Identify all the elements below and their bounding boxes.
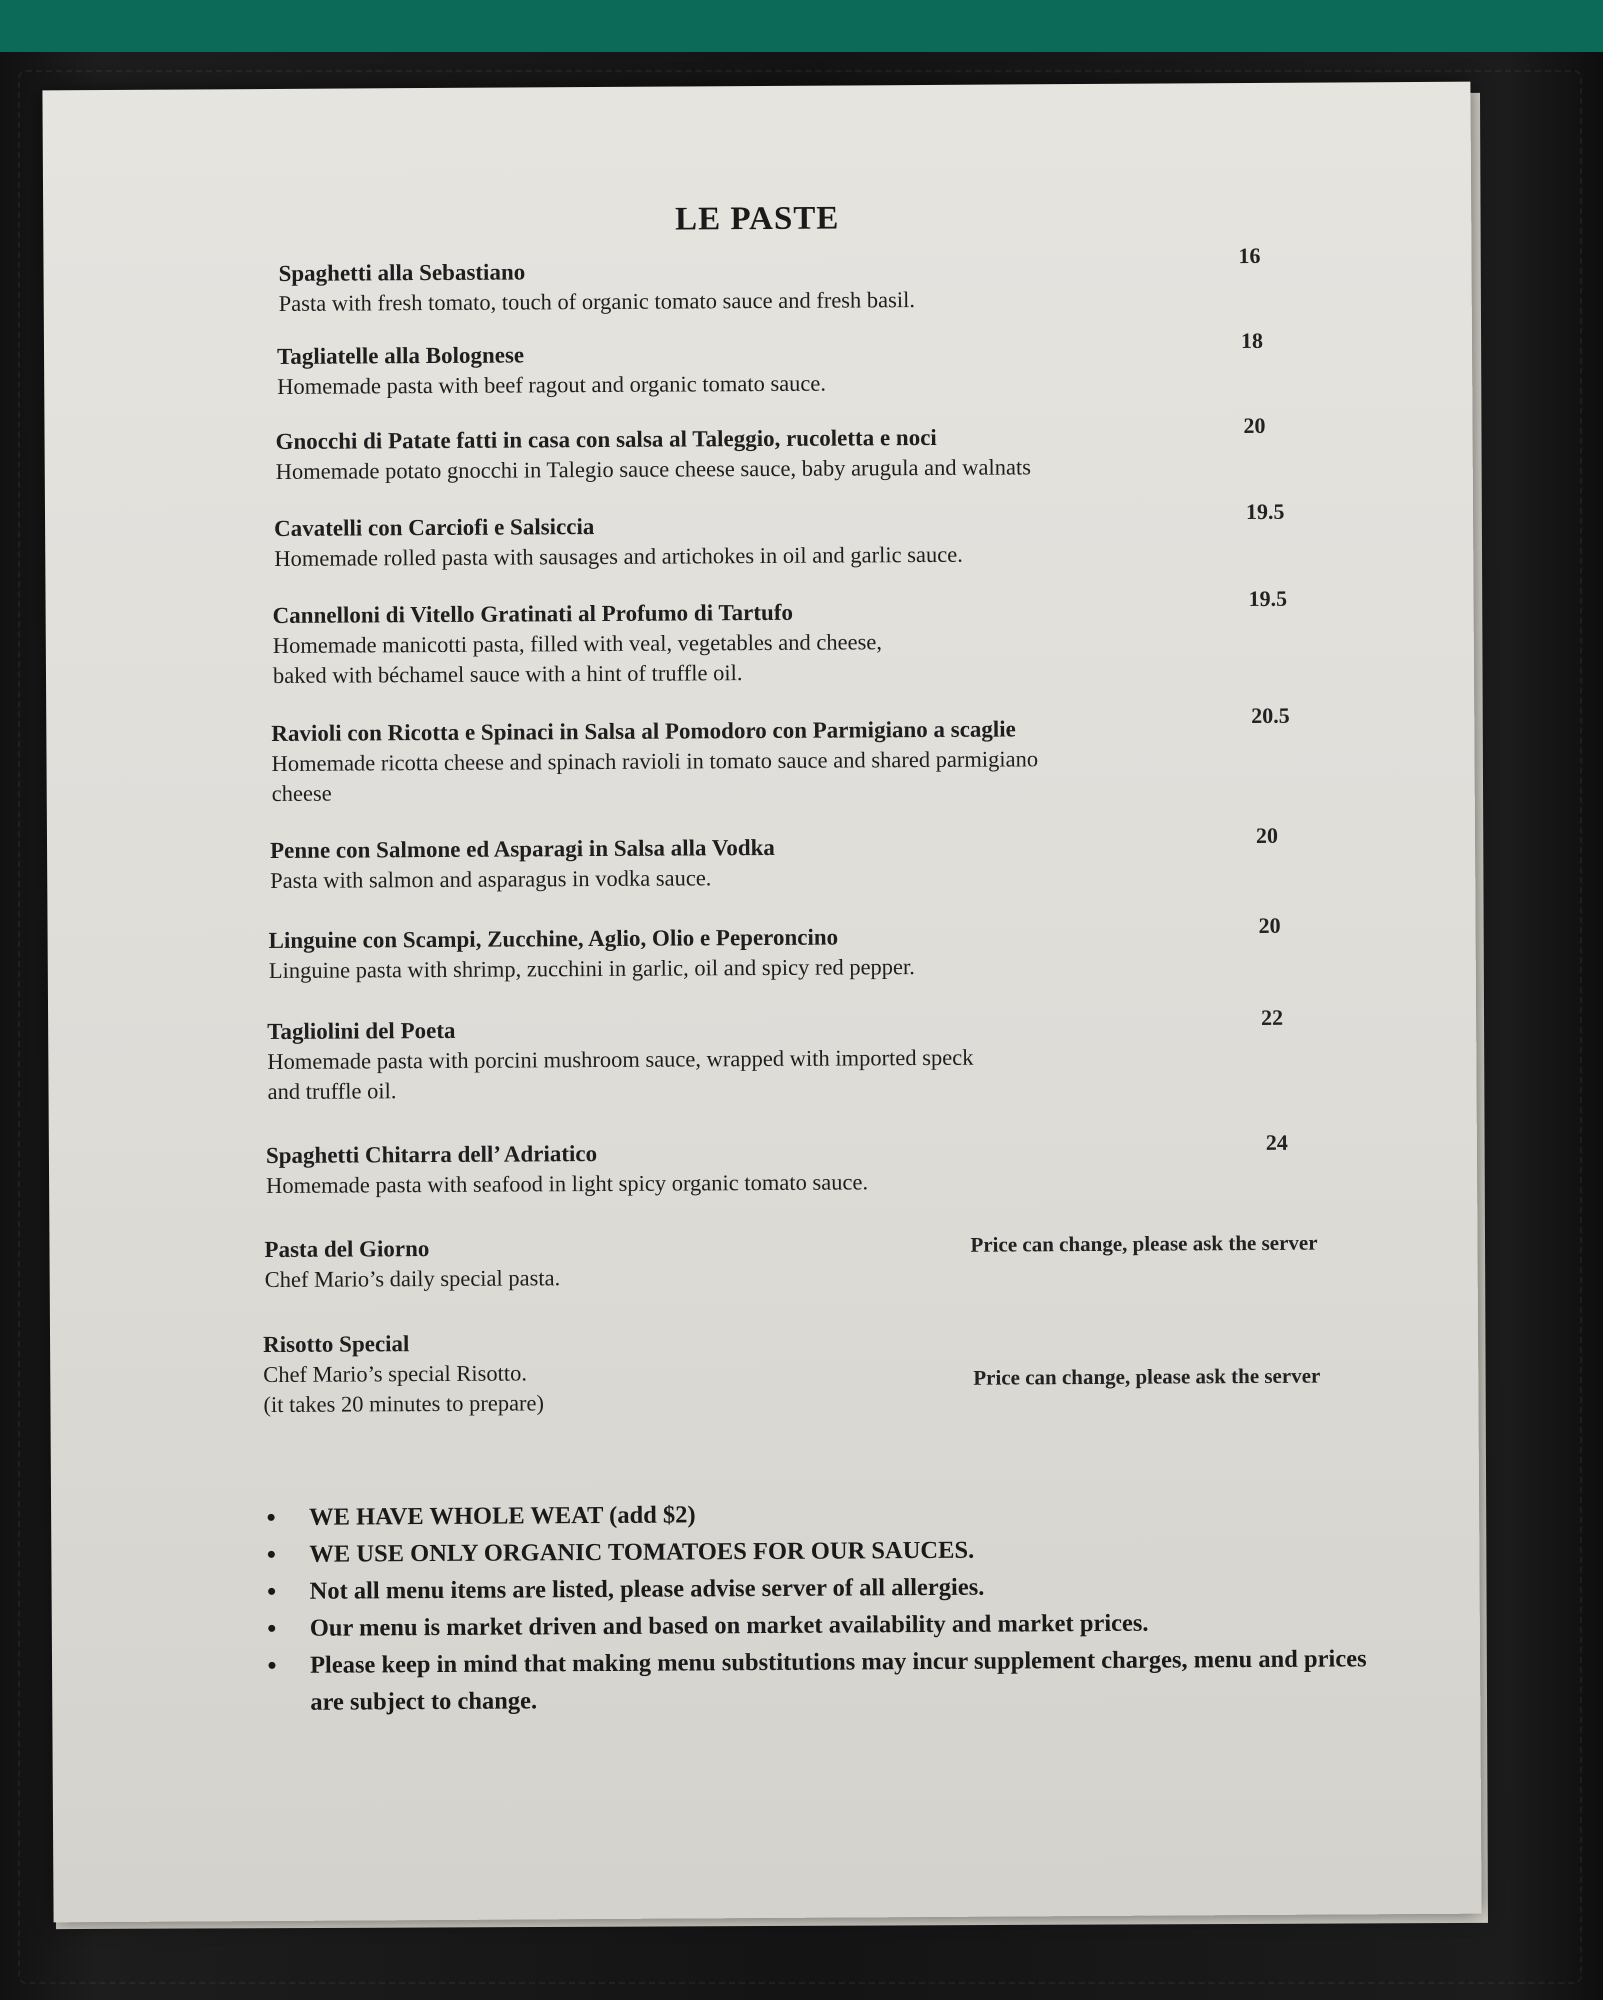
item-name: Linguine con Scampi, Zucchine, Aglio, Olio e Peperoncino <box>268 924 839 954</box>
item-description: Linguine pasta with shrimp, zucchini in garlic, oil and spicy red pepper. <box>268 954 915 984</box>
item-description: Pasta with salmon and asparagus in vodka sauce. <box>270 865 712 894</box>
item-name: Cannelloni di Vitello Gratinati al Profumo di Tartufo <box>272 599 794 628</box>
menu-item <box>267 1010 1418 1107</box>
item-price: 20 <box>1258 912 1281 938</box>
item-name: Gnocchi di Patate fatti in casa con salsa al Taleggio, rucoletta e noci <box>275 424 937 454</box>
item-name: Penne con Salmone ed Asparagi in Salsa alla Vodka <box>269 834 775 864</box>
item-price: 16 <box>1238 242 1261 269</box>
item-name: Spaghetti alla Sebastiano <box>278 259 526 286</box>
item-description: Homemade pasta with beef ragout and organic tomato sauce. <box>277 370 827 399</box>
bullet-icon: • <box>266 1539 277 1570</box>
item-name: Ravioli con Ricotta e Spinaci in Salsa al Pomodoro con Parmigiano a scaglie <box>271 716 1016 746</box>
menu-item <box>270 829 1420 896</box>
item-price: 20 <box>1243 412 1266 439</box>
note-item <box>252 1640 1402 1721</box>
item-description: Homemade manicotti pasta, filled with veal, vegetables and cheese, baked with béchamel sauce with a hint of truffle oil. <box>272 629 883 688</box>
note-text: Please keep in mind that making menu substitutions may incur supplement charges, menu and prices are subject to change. <box>309 1645 1367 1716</box>
note-text: Our menu is market driven and based on market availability and market prices. <box>309 1609 1149 1642</box>
item-description: Chef Mario’s daily special pasta. <box>264 1265 561 1293</box>
menu-page <box>42 82 1481 1923</box>
item-price-note: Price can change, please ask the server <box>970 1230 1318 1257</box>
item-price: 20 <box>1255 822 1279 848</box>
item-name: Risotto Special <box>263 1331 410 1358</box>
note-text: WE USE ONLY ORGANIC TOMATOES FOR OUR SAUCES. <box>309 1536 975 1568</box>
item-price: 19.5 <box>1245 498 1285 525</box>
item-name: Pasta del Giorno <box>264 1236 430 1263</box>
bullet-icon: • <box>266 1502 276 1533</box>
item-description: Homemade pasta with porcini mushroom sauce, wrapped with imported speck and truffle oil. <box>267 1044 974 1105</box>
menu-item <box>266 1134 1416 1201</box>
menu-item <box>271 712 1422 809</box>
item-description: Chef Mario’s special Risotto. (it takes 20 minutes to prepare) <box>263 1360 545 1418</box>
menu-title: LE PASTE <box>675 200 840 238</box>
note-text: Not all menu items are listed, please advise server of all allergies. <box>309 1573 985 1605</box>
item-name: Cavatelli con Carciofi e Salsiccia <box>274 514 595 541</box>
menu-item <box>269 919 1419 986</box>
item-description: Homemade rolled pasta with sausages and artichokes in oil and garlic sauce. <box>274 541 963 571</box>
item-description: Pasta with fresh tomato, touch of organic tomato sauce and fresh basil. <box>278 287 916 316</box>
menu-notes <box>251 1492 1402 1721</box>
bullet-icon: • <box>266 1576 277 1607</box>
item-price: 24 <box>1265 1129 1288 1155</box>
item-description: Homemade potato gnocchi in Talegio sauce cheese sauce, baby arugula and walnats <box>275 454 1032 484</box>
item-price: 20.5 <box>1251 702 1290 729</box>
bullet-icon: • <box>267 1613 277 1644</box>
note-text: WE HAVE WHOLE WEAT (add $2) <box>309 1501 696 1531</box>
item-price: 18 <box>1240 327 1264 354</box>
item-name: Tagliatelle alla Bolognese <box>276 342 525 369</box>
item-price: 19.5 <box>1248 585 1288 612</box>
item-name: Tagliolini del Poeta <box>267 1017 456 1045</box>
item-description: Homemade pasta with seafood in light spicy organic tomato sauce. <box>266 1169 869 1199</box>
bullet-icon: • <box>267 1650 277 1681</box>
item-name: Spaghetti Chitarra dell’ Adriatico <box>265 1141 598 1169</box>
item-price: 22 <box>1261 1004 1284 1030</box>
item-price-note: Price can change, please ask the server <box>973 1363 1321 1390</box>
item-description: Homemade ricotta cheese and spinach ravioli in tomato sauce and shared parmigiano cheese <box>271 746 1039 806</box>
